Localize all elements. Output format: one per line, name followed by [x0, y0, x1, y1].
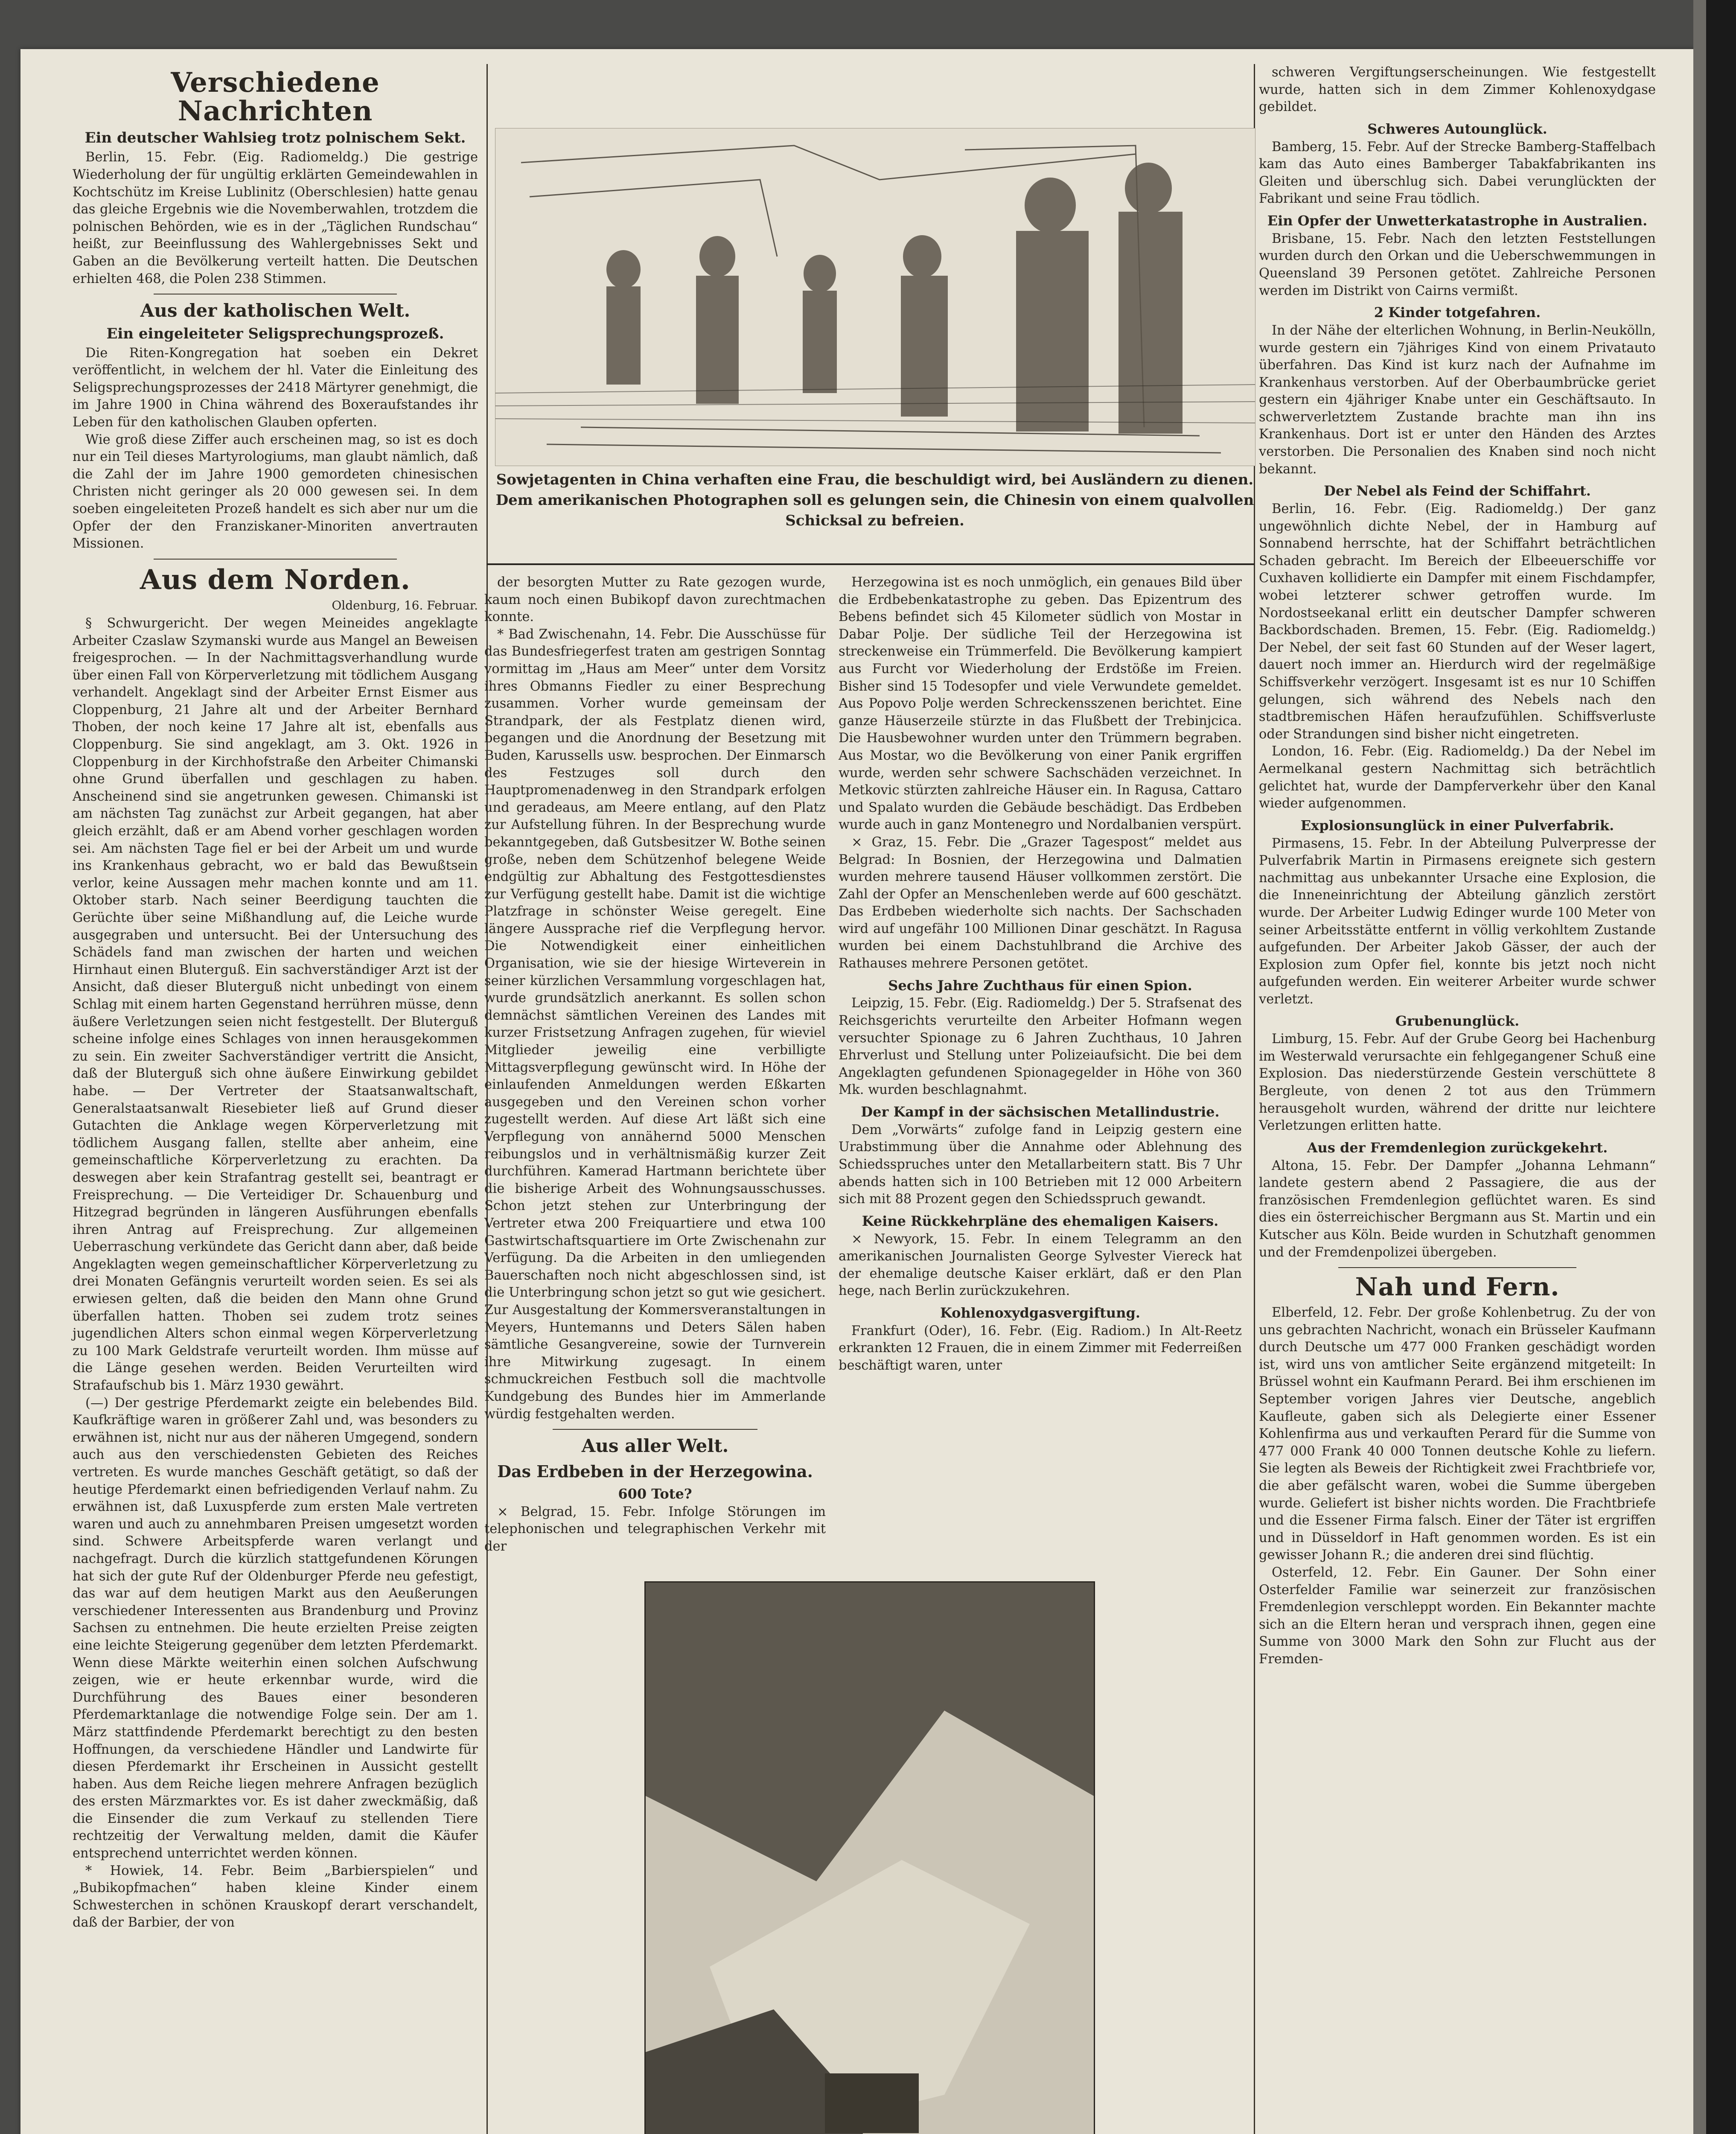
photo-caption-sowjetagenten: Sowjetagenten in China verhaften eine Frau, die beschuldigt wird, bei Ausländern zu dienen. Dem amerikanischen Photographen soll es gelungen sein, die Chinesin von einem qualvollen Schicksal zu befreien. — [495, 471, 1254, 529]
headline-kaiser: Keine Rückkehrpläne des ehemaligen Kaisers. — [862, 1213, 1219, 1229]
article-osterfeld: Osterfeld, 12. Febr. Ein Gauner. Der Sohn einer Osterfelder Familie war seinerzeit zur französischen Fremdenlegion verschleppt worden. Ein Bekannter machte sich an die Eltern heran und versprach ihnen, gegen eine Summe von 3000 Mark den Sohn zur Flucht aus der Fremden- — [1259, 1565, 1656, 1667]
column-4 — [1259, 64, 1656, 1668]
headline-aus-dem-norden: Aus dem Norden. — [140, 563, 411, 596]
engraving-illustration — [495, 128, 1255, 466]
column-1 — [73, 64, 478, 1932]
article-kinder: In der Nähe der elterlichen Wohnung, in Berlin-Neukölln, wurde gestern ein 7jähriges Kind von einem Privatauto überfahren. Das Kind ist kurz nach der Aufnahme im Krankenhaus verstorben. Auf der Oberbaumbrücke geriet gestern ein 4jähriger Knabe unter ein Geschäftsauto. In schwerverletztem Zustande brachte man ihn ins Krankenhaus. Dort ist er unter den Händen des Arztes verstorben. Die Personalien des Knaben sind noch nicht bekannt. — [1259, 323, 1656, 477]
article-belgrad: × Belgrad, 15. Febr. Infolge Störungen im telephonischen und telegraphischen Verkehr mit der — [484, 1504, 826, 1554]
article-london: London, 16. Febr. (Eig. Radiomeldg.) Da der Nebel im Aermelkanal gestern Nachmittag sich beträchtlich gelichtet hat, wurde der Dampferverkehr über den Kanal wieder aufgenommen. — [1259, 744, 1656, 811]
headline-nah-und-fern: Nah und Fern. — [1355, 1272, 1560, 1302]
article-seligsprechung-cont: Wie groß diese Ziffer auch erscheinen mag, so ist es doch nur ein Teil dieses Martyrologiums, man glaubt nämlich, daß die Zahl der im Jahre 1900 gemordeten chinesischen Christen nicht geringer als 20 000 gewesen sei. In dem soeben eingeleiteten Prozeß handelt es sich aber nur um die Opfer der den Franziskaner-Minoriten anvertrauten Missionen. — [73, 432, 478, 551]
headline-verschiedene-nachrichten: Verschiedene Nachrichten — [171, 67, 380, 128]
article-autounglueck: Bamberg, 15. Febr. Auf der Strecke Bamberg-Staffelbach kam das Auto eines Bamberger Tabakfabrikanten ins Gleiten und überschlug sich. Dabei verunglückten der Fabrikant und seine Frau tödlich. — [1259, 139, 1656, 207]
headline-katholische-welt: Aus der katholischen Welt. — [140, 300, 411, 321]
headline-kohlenoxyd: Kohlenoxydgasvergiftung. — [940, 1304, 1140, 1321]
article-kohlenoxyd: Frankfurt (Oder), 16. Febr. (Eig. Radiom.) In Alt-Reetz erkrankten 12 Frauen, die in einem Zimmer mit Federreißen beschäftigt waren, unter — [839, 1323, 1242, 1373]
headline-explosion: Explosionsunglück in einer Pulverfabrik. — [1300, 817, 1614, 834]
headline-australien: Ein Opfer der Unwetterkatastrophe in Australien. — [1267, 212, 1648, 229]
article-graz: × Graz, 15. Febr. Die „Grazer Tagespost“ meldet aus Belgrad: In Bosnien, der Herzegowina und Dalmatien wurden mehrere tausend Häuser vollkommen zerstört. Die Zahl der Opfer an Menschenleben werde auf 600 geschätzt. Das Erdbeben wiederholte sich nachts. Der Sachschaden wird auf ungefähr 100 Millionen Dinar geschätzt. In Ragusa wurden bei einem Dachstuhlbrand die Archive des Rathauses mehrere Personen getötet. — [839, 834, 1242, 971]
article-kaiser: × Newyork, 15. Febr. In einem Telegramm an den amerikanischen Journalisten George Sylvester Viereck hat der ehemalige deutsche Kaiser erklärt, daß er den Plan hege, nach Berlin zurückzukehren. — [839, 1231, 1242, 1299]
divider — [154, 559, 397, 560]
mountain-photo — [646, 1583, 1094, 2134]
article-australien: Brisbane, 15. Febr. Nach den letzten Feststellungen wurden durch den Orkan und die Ueberschwemmungen in Queensland 39 Personen getötet. Zahlreiche Personen werden im Distrikt von Cairns vermißt. — [1259, 231, 1656, 298]
subheadline-600-tote: 600 Tote? — [618, 1486, 692, 1502]
article-metallindustrie: Dem „Vorwärts“ zufolge fand in Leipzig gestern eine Urabstimmung über die Annahme oder Ablehnung des Schiedsspruches unter den Metallarbeitern statt. Bis 7 Uhr abends hatten sich in 100 Betrieben mit 12 000 Arbeitern sich mit 88 Prozent gegen den Schiedsspruch gewandt. — [839, 1122, 1242, 1207]
article-kohlenoxyd-cont: schweren Vergiftungserscheinungen. Wie festgestellt wurde, hatten sich in dem Zimmer Kohlenoxydgase gebildet. — [1259, 65, 1656, 115]
headline-kinder: 2 Kinder totgefahren. — [1374, 304, 1541, 321]
article-howiek: * Howiek, 14. Febr. Beim „Barbierspielen“ und „Bubikopfmachen“ haben kleine Kinder einem Schwesterchen in schönen Krauskopf derart verschandelt, daß der Barbier, der von — [73, 1863, 478, 1930]
divider — [553, 1429, 757, 1430]
headline-grubenunglueck: Grubenunglück. — [1395, 1013, 1520, 1029]
subheadline-wahlsieg: Ein deutscher Wahlsieg trotz polnischem Sekt. — [84, 129, 466, 147]
article-schwurgericht: § Schwurgericht. Der wegen Meineides angeklagte Arbeiter Czaslaw Szymanski wurde aus Mangel an Beweisen freigesprochen. — In der Nachmittagsverhandlung wurde über einen Fall von Körperverletzung mit tödlichem Ausgang verhandelt. Angeklagt sind der Arbeiter Ernst Eismer aus Cloppenburg, 21 Jahre alt und der Arbeiter Bernhard Thoben, der noch keine 17 Jahre alt ist, ebenfalls aus Cloppenburg. Sie sind angeklagt, am 3. Okt. 1926 in Cloppenburg in der Kirchhofstraße den Arbeiter Chimanski ohne Grund überfallen und geschlagen zu haben. Anscheinend sind sie angetrunken gewesen. Chimanski ist am nächsten Tag zunächst zur Arbeit gegangen, hat aber gleich erzählt, daß er am Abend vorher geschlagen worden sei. Am nächsten Tage fiel er bei der Arbeit um und wurde ins Krankenhaus gebracht, wo er bald das Bewußtsein verlor, keine Aussagen mehr machen konnte und am 11. Oktober starb. Nach seiner Beerdigung tauchten die Gerüchte über seine Mißhandlung auf, die Leiche wurde ausgegraben und untersucht. Bei der Untersuchung des Schädels fand man zwischen der harten und weichen Hirnhaut einen Bluterguß. Ein sachverständiger Arzt ist der Ansicht, daß dieser Bluterguß nicht unbedingt von einem Schlag mit einem harten Gegenstand herrühren müsse, denn äußere Verletzungen seien nicht festgestellt. Der Bluterguß scheine infolge eines Schlages von innen herausgekommen zu sein. Ein zweiter Sachverständiger vertritt die Ansicht, daß der Bluterguß sich ohne äußere Einwirkung gebildet habe. — Der Vertreter der Staatsanwaltschaft, Generalstaatsanwalt Riesebieter ließ auf Grund dieser Gutachten die Anklage wegen Körperverletzung mit tödlichem Ausgang fallen, stellte aber anheim, eine gemeinschaftliche Körperverletzung zu erachten. Da deswegen aber kein Strafantrag gestellt sei, beantragt er Freisprechung. — Die Verteidiger Dr. Schauenburg und Hitzegrad begründen in längeren Ausführungen ebenfalls ihren Antrag auf Freisprechung. Zur allgemeinen Ueberraschung verkündete das Gericht dann aber, daß beide Angeklagten wegen gemeinschaftlicher Körperverletzung zu drei Monaten Gefängnis verurteilt worden seien. Es sei als erwiesen gelten, daß die beiden den Mann ohne Grund überfallen hatten. Thoben sei zudem trotz seines jugendlichen Alters schon einmal wegen Körperverletzung zu 100 Mark Geldstrafe verurteilt worden. Ihm müsse auf die Länge gesehen werden. Beiden Verurteilten wird Strafaufschub bis 1. März 1930 gewährt. — [73, 615, 478, 1394]
headline-spion: Sechs Jahre Zuchthaus für einen Spion. — [888, 977, 1192, 994]
article-pferdemarkt: (—) Der gestrige Pferdemarkt zeigte ein belebendes Bild. Kaufkräftige waren in größerer Zahl und, was besonders zu erwähnen ist, nicht nur aus der näheren Umgegend, sondern auch aus den verschiedensten Gebieten des Reiches vertreten. Es wurde manches Geschäft getätigt, so daß der heutige Pferdemarkt einen befriedigenden Verlauf nahm. Zu erwähnen ist, daß Luxuspferde zum ersten Male vertreten waren und auch zu annehmbaren Preisen umgesetzt worden sind. Schwere Arbeitspferde waren verlangt und nachgefragt. Durch die kürzlich stattgefundenen Körungen hat sich der gute Ruf der Oldenburger Pferde neu gefestigt, das war auf dem heutigen Markt aus den Aeußerungen verschiedener Interessenten aus Brandenburg und Provinz Sachsen zu entnehmen. Die heute erzielten Preise zeigten eine leichte Steigerung gegenüber dem letzten Pferdemarkt. Wenn diese Märkte weiterhin einen solchen Aufschwung zeigen, wie er heute erkennbar wurde, wird die Durchführung des Baues einer besonderen Pferdemarktanlage die notwendige Folge sein. Der am 1. März stattfindende Pferdemarkt berechtigt zu den besten Hoffnungen, da verschiedene Händler und Landwirte für diesen Pferdemarkt ihr Erscheinen in Aussicht gestellt haben. Aus dem Reiche liegen mehrere Anfragen bezüglich des ersten Märzmarktes vor. Es ist daher zweckmäßig, daß die Einsender die zum Verkauf zu stellenden Tiere rechtzeitig der Verwaltung melden, damit die Käufer entsprechend unterrichtet werden können. — [73, 1395, 478, 1861]
subheadline-seligsprechung: Ein eingeleiteter Seligsprechungsprozeß. — [106, 325, 444, 342]
article-nebel: Berlin, 16. Febr. (Eig. Radiomeldg.) Der ganz ungewöhnlich dichte Nebel, der in Hamburg auf Sonnabend herrschte, hat der Schiffahrt beträchtlichen Schaden gebracht. Im Bereich der Elbeeuerschiffe vor Cuxhaven kollidierte ein Dampfer mit einem Fischdampfer, wobei letzterer schwer getroffen wurde. Im Nordostseekanal erlitt ein deutscher Dampfer schweren Backbordschaden. Bremen, 15. Febr. (Eig. Radiomeldg.) Der Nebel, der seit fast 60 Stunden auf der Weser lagert, dauert noch immer an. Hierdurch wird der regelmäßige Schiffsverkehr verzögert. Insgesamt ist es nur 10 Schiffen gelungen, sich während des Nebels nach den stadtbremischen Häfen heraufzufühlen. Schiffsverluste oder Strandungen sind bisher nicht eingetreten. — [1259, 501, 1656, 742]
headline-metallindustrie: Der Kampf in der sächsischen Metallindustrie. — [861, 1104, 1220, 1120]
headline-autounglueck: Schweres Autounglück. — [1367, 120, 1547, 137]
column-3 — [839, 574, 1242, 1375]
photo-sowjetagenten — [495, 128, 1255, 466]
article-erdbeben-cont: Herzegowina ist es noch unmöglich, ein genaues Bild über die Erdbebenkatastrophe zu geben. Das Epizentrum des Bebens befindet sich 45 Kilometer südlich von Mostar in Dabar Polje. Der südliche Teil der Herzegowina ist streckenweise ein Trümmerfeld. Die Bevölkerung kampiert aus Furcht vor Wiederholung der Erdstöße im Freien. Bisher sind 15 Todesopfer und viele Verwundete gemeldet. Aus Popovo Polje werden Schreckensszenen berichtet. Eine ganze Häuserzeile stürzte in das Flußbett der Trebinjcica. Die Hausbewohner wurden unter den Trümmern begraben. Aus Mostar, wo die Bevölkerung von einer Panik ergriffen wurde, werden sehr schwere Sachschäden verzeichnet. In Metkovic stürzten zahlreiche Häuser ein. In Ragusa, Cattaro und Spalato wurden die Gebäude beschädigt. Das Erdbeben wurde auch in ganz Montenegro und Nordalbanien verspürt. — [839, 575, 1242, 833]
article-fremdenlegion: Altona, 15. Febr. Der Dampfer „Johanna Lehmann“ landete gestern abend 2 Passagiere, die aus der französischen Fremdenlegion geflüchtet waren. Es sind dies ein österreichischer Bergmann aus St. Martin und ein Kutscher aus Köln. Beide wurden in Schutzhaft genommen und der Fremdenpolizei übergeben. — [1259, 1158, 1656, 1260]
article-wahlsieg: Berlin, 15. Febr. (Eig. Radiomeldg.) Die gestrige Wiederholung der für ungültig erklärten Gemeindewahlen in Kochtschütz im Kreise Lublinitz (Oberschlesien) hatte genau das gleiche Ergebnis wie die Novemberwahlen, trotzdem die polnischen Behörden, wie es in der „Täglichen Rundschau“ heißt, zur Beeinflussung des Wahlergebnisses Sekt und Gaben an die Bevölkerung verteilt hatten. Die Deutschen erhielten 468, die Polen 238 Stimmen. — [73, 150, 478, 286]
headline-aus-aller-welt: Aus aller Welt. — [581, 1435, 729, 1457]
article-spion: Leipzig, 15. Febr. (Eig. Radiomeldg.) Der 5. Strafsenat des Reichsgerichts verurteilte den Arbeiter Hofmann wegen versuchter Spionage zu 6 Jahren Zuchthaus, 10 Jahren Ehrverlust und Stellung unter Polizeiaufsicht. Die bei dem Angeklagten gefundenen Spionagegelder in Höhe von 360 Mk. wurden beschlagnahmt. — [839, 996, 1242, 1098]
photo-zugspitzbahn — [644, 1581, 1095, 2134]
article-barbier-cont: der besorgten Mutter zu Rate gezogen wurde, kaum noch einen Bubikopf davon zurechtmachen konnte. — [484, 575, 826, 625]
headline-nebel: Der Nebel als Feind der Schiffahrt. — [1324, 483, 1591, 499]
dateline-oldenburg: Oldenburg, 16. Februar. — [332, 598, 478, 612]
scanner-border — [1706, 0, 1736, 2134]
headline-erdbeben: Das Erdbeben in der Herzegowina. — [497, 1462, 813, 1481]
article-grubenunglueck: Limburg, 15. Febr. Auf der Grube Georg bei Hachenburg im Westerwald verursachte ein fehlgegangener Schuß eine Explosion. Das niederstürzende Gestein verschüttete 8 Bergleute, von denen 2 tot aus den Trümmern herausgeholt wurden, während der dritte nur leichtere Verletzungen erlitten hatte. — [1259, 1032, 1656, 1134]
scanner-edge — [1693, 0, 1706, 2134]
article-explosion: Pirmasens, 15. Febr. In der Abteilung Pulverpresse der Pulverfabrik Martin in Pirmasens ereignete sich gestern nachmittag aus unbekannter Ursache eine Explosion, die die Inneneinrichtung der Abteilung gänzlich zerstört wurde. Der Arbeiter Ludwig Edinger wurde 100 Meter von seiner Arbeitsstätte entfernt in völlig verkohltem Zustande aufgefunden. Der Arbeiter Jakob Gässer, der auch der Explosion zum Opfer fiel, konnte bis jetzt noch nicht aufgefunden werden. Ein weiterer Arbeiter wurde schwer verletzt. — [1259, 836, 1656, 1007]
headline-fremdenlegion: Aus der Fremdenlegion zurückgekehrt. — [1307, 1139, 1608, 1156]
article-seligsprechung: Die Riten-Kongregation hat soeben ein Dekret veröffentlicht, in welchem der hl. Vater die Einleitung des Seligsprechungsprozesses der 2418 Märtyrer genehmigt, die im Jahre 1900 in China während des Boxeraufstandes ihr Leben für den katholischen Glauben opferten. — [73, 345, 478, 430]
section-rule — [486, 563, 1255, 565]
column-2 — [484, 574, 826, 1556]
article-bad-zwischenahn: * Bad Zwischenahn, 14. Febr. Die Ausschüsse für das Bundesfriegerfest traten am gestrigen Sonntag vormittag im „Haus am Meer“ unter dem Vorsitz ihres Obmanns Fiedler zu einer Besprechung zusammen. Vorher wurde gemeinsam der Strandpark, der als Festplatz dienen wird, begangen und die Anordnung der Besetzung mit Buden, Karussells usw. besprochen. Der Einmarsch des Festzuges soll durch den Hauptpromenadenweg in den Strandpark erfolgen und geradeaus, am Meere entlang, auf den Platz zur Aufstellung führen. In der Besprechung wurde bekanntgegeben, daß Gutsbesitzer W. Bothe seinen große, neben dem Schützenhof belegene Weide endgültig zur Abhaltung des Festgottesdienstes zur Verfügung gestellt habe. Damit ist die wichtige Platzfrage in schönster Weise geregelt. Eine längere Aussprache rief die Verpflegung hervor. Die Notwendigkeit einer einheitlichen Organisation, wie sie der hiesige Wirteverein in seiner kürzlichen Versammlung vorgeschlagen hat, wurde grundsätzlich anerkannt. Es sollen schon demnächst sämtlichen Vereinen des Landes mit kurzer Fristsetzung Anfragen zugehen, für wieviel Mitglieder jeweilig eine verbilligte Mittagsverpflegung gewünscht wird. In Höhe der einlaufenden Anmeldungen werden Eßkarten ausgegeben und den Vereinen schon vorher zugestellt werden. Auf diese Art läßt sich eine Verpflegung von annähernd 5000 Menschen reibungslos und in verhältnismäßig kurzer Zeit durchführen. Kamerad Hartmann berichtete über die bisherige Arbeit des Wohnungsausschusses. Schon jetzt stehen zur Unterbringung der Vertreter etwa 200 Freiquartiere und etwa 100 Gastwirtschaftsquartiere im Orte Zwischenahn zur Verfügung. Da die Arbeiten in den umliegenden Bauerschaften noch nicht abgeschlossen sind, ist die Unterbringung schon jetzt so gut wie gesichert. Zur Ausgestaltung der Kommersveranstaltungen in Meyers, Huntemanns und Deters Sälen haben sämtliche Gesangvereine, sowie der Turnverein ihre Mitwirkung zugesagt. In einem schmuckreichen Festbuch soll die machtvolle Kundgebung des Bundes hier im Ammerlande würdig festgehalten werden. — [484, 627, 826, 1422]
divider — [1338, 1267, 1576, 1268]
article-elberfeld: Elberfeld, 12. Febr. Der große Kohlenbetrug. Zu der von uns gebrachten Nachricht, wonach ein Brüsseler Kaufmann durch Deutsche um 477 000 Franken geschädigt worden ist, wird uns von amtlicher Seite ergänzend mitgeteilt: In Brüssel wohnt ein Kaufmann Perard. Bei ihm erschienen im September vorigen Jahres vier Deutsche, angeblich Kaufleute, gaben sich als Delegierte einer Essener Kohlenfirma aus und verkauften Perard für die Summe von 477 000 Frank 40 000 Tonnen deutsche Kohle zu liefern. Sie legten als Beweis der Richtigkeit zwei Frachtbriefe vor, die aber gefälscht waren, wobei die Summe übergeben wurde. Geliefert ist bisher nichts worden. Die Frachtbriefe und die Essener Firma falsch. Einer der Täter ist ergriffen und in Düsseldorf in Haft genommen worden. Es ist ein gewisser Johann R.; die anderen drei sind flüchtig. — [1259, 1305, 1656, 1563]
